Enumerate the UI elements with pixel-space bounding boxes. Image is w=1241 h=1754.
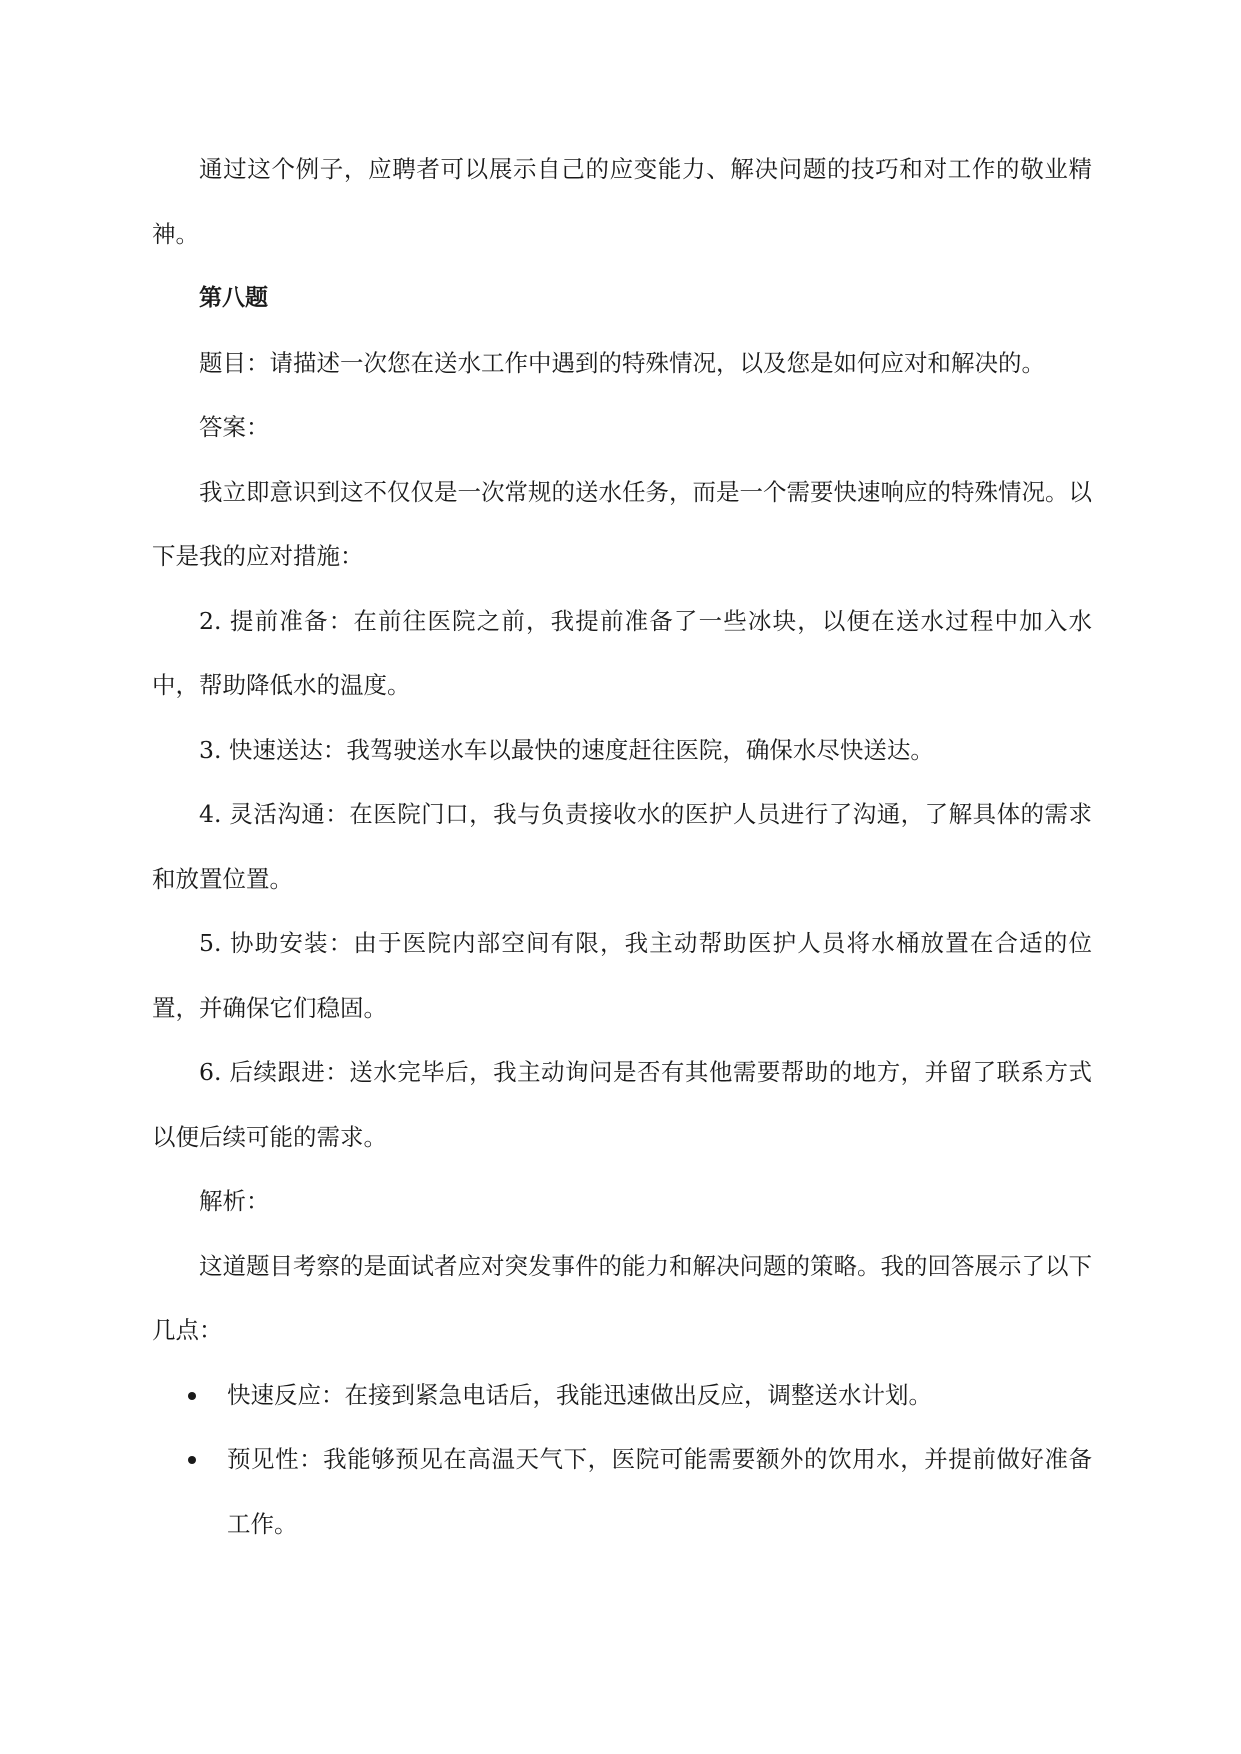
- analysis-label: 解析：: [199, 1187, 270, 1215]
- answer-step-4: 4. 灵活沟通：在医院门口，我与负责接收水的医护人员进行了沟通，了解具体的需求和放置位置。: [152, 800, 1092, 893]
- intro-paragraph: 通过这个例子，应聘者可以展示自己的应变能力、解决问题的技巧和对工作的敬业精神。: [152, 155, 1092, 248]
- answer-step-2: 2. 提前准备：在前往医院之前，我提前准备了一些冰块，以便在送水过程中加入水中，帮助降低水的温度。: [152, 606, 1092, 699]
- answer-label: 答案：: [199, 413, 270, 441]
- bullet-dot-icon: [188, 1392, 196, 1400]
- bullet-text: 预见性：我能够预见在高温天气下，医院可能需要额外的饮用水，并提前做好准备工作。: [227, 1445, 1092, 1538]
- list-item: [152, 1427, 1092, 1556]
- analysis-bullet-list: [152, 1363, 1092, 1557]
- bullet-text: 快速反应：在接到紧急电话后，我能迅速做出反应，调整送水计划。: [227, 1380, 932, 1409]
- bullet-dot-icon: [188, 1456, 196, 1464]
- analysis-text: 这道题目考察的是面试者应对突发事件的能力和解决问题的策略。我的回答展示了以下几点：: [152, 1251, 1092, 1344]
- question-text: 题目：请描述一次您在送水工作中遇到的特殊情况，以及您是如何应对和解决的。: [199, 348, 1045, 377]
- answer-step-6: 6. 后续跟进：送水完毕后，我主动询问是否有其他需要帮助的地方，并留了联系方式以便后续可能的需求。: [152, 1058, 1092, 1151]
- answer-intro: 我立即意识到这不仅仅是一次常规的送水任务，而是一个需要快速响应的特殊情况。以下是我的应对措施：: [152, 477, 1092, 570]
- answer-step-5: 5. 协助安装：由于医院内部空间有限，我主动帮助医护人员将水桶放置在合适的位置，并确保它们稳固。: [152, 929, 1092, 1022]
- question-heading: 第八题: [199, 285, 268, 311]
- document-page: [152, 137, 1092, 1556]
- answer-step-3: 3. 快速送达：我驾驶送水车以最快的速度赶往医院，确保水尽快送达。: [199, 735, 934, 764]
- list-item: [152, 1363, 1092, 1428]
